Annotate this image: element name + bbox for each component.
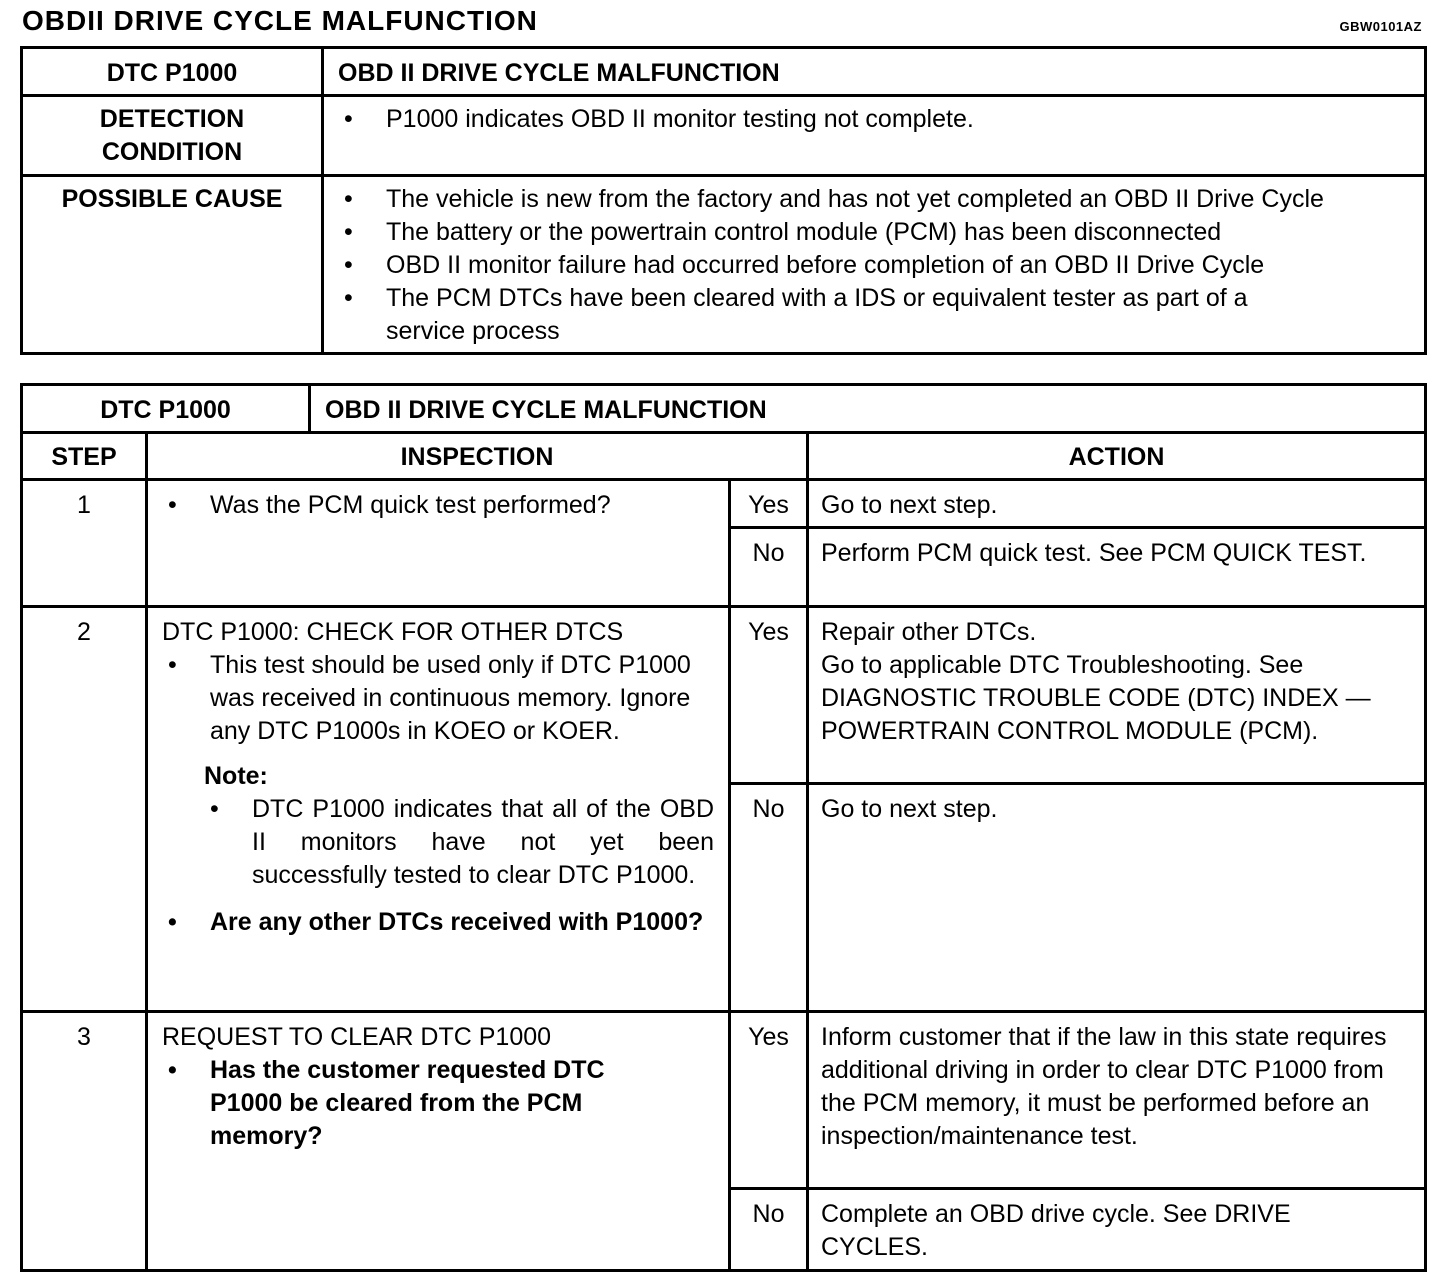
dtc-summary-table	[20, 46, 1427, 355]
detection-condition-content	[323, 96, 1426, 176]
detection-label-line-1: DETECTION	[99, 105, 245, 133]
procedure-dtc-code: DTC P1000	[22, 385, 310, 433]
step-3-heading: REQUEST TO CLEAR DTC P1000	[162, 1023, 552, 1051]
step-1-no-action: Perform PCM quick test. See PCM QUICK TEST.	[808, 528, 1426, 607]
step-3-no-action: Complete an OBD drive cycle. See DRIVE CYCLES.	[808, 1189, 1426, 1271]
page-title: OBDII DRIVE CYCLE MALFUNCTION	[22, 5, 538, 36]
step-2-yes-action-line-1: Repair other DTCs.	[821, 618, 1037, 646]
cause-item: • The vehicle is new from the factory and has not yet completed an OBD II Drive Cycle	[338, 183, 1414, 216]
column-action: ACTION	[808, 433, 1426, 480]
column-header-row	[22, 433, 1426, 480]
step-number: 1	[22, 480, 147, 607]
step-2-yes-action-line-2: Go to applicable DTC Troubleshooting. See DIAGNOSTIC TROUBLE CODE (DTC) INDEX — POWERTRAIN CONTROL MODULE (PCM).	[821, 651, 1371, 745]
cause-item: • OBD II monitor failure had occurred before completion of an OBD II Drive Cycle	[338, 249, 1414, 282]
note-list	[204, 793, 714, 892]
detection-item: • P1000 indicates OBD II monitor testing not complete.	[338, 103, 1414, 136]
step-1-inspection	[147, 480, 730, 607]
detection-list	[338, 103, 1414, 136]
step-2-question-list	[162, 906, 714, 939]
note-item: • DTC P1000 indicates that all of the OBD II monitors have not yet been successfully tested to clear DTC P1000.	[204, 793, 714, 892]
possible-cause-row	[22, 176, 1426, 354]
possible-cause-label: POSSIBLE CAUSE	[22, 176, 323, 354]
step-1-question: • Was the PCM quick test performed?	[162, 489, 718, 522]
no-label: No	[730, 784, 808, 1012]
step-2-inspection	[147, 607, 730, 1012]
detection-condition-label	[22, 96, 323, 176]
cause-item: • The PCM DTCs have been cleared with a IDS or equivalent tester as part of a service process	[338, 282, 1414, 348]
summary-dtc-code: DTC P1000	[22, 48, 323, 96]
step-2-yes-action	[808, 607, 1426, 784]
step-2-item: • This test should be used only if DTC P1000 was received in continuous memory. Ignore any DTC P1000s in KOEO or KOER.	[162, 649, 714, 748]
step-2-note	[162, 760, 714, 892]
column-inspection: INSPECTION	[147, 433, 808, 480]
no-label: No	[730, 528, 808, 607]
step-2-list	[162, 649, 714, 748]
procedure-dtc-name: OBD II DRIVE CYCLE MALFUNCTION	[310, 385, 1426, 433]
step-3-question: • Has the customer requested DTC P1000 be cleared from the PCM memory?	[162, 1054, 668, 1153]
procedure-header-row	[22, 385, 1426, 433]
yes-label: Yes	[730, 607, 808, 784]
step-number: 2	[22, 607, 147, 1012]
step-2-yes-row	[22, 607, 1426, 784]
step-3-inspection	[147, 1012, 730, 1271]
column-step: STEP	[22, 433, 147, 480]
summary-header-row	[22, 48, 1426, 96]
step-1-yes-row	[22, 480, 1426, 528]
note-title: Note:	[204, 762, 268, 790]
step-1-yes-action: Go to next step.	[808, 480, 1426, 528]
step-2-heading: DTC P1000: CHECK FOR OTHER DTCS	[162, 618, 624, 646]
step-2-no-action: Go to next step.	[808, 784, 1426, 1012]
dtc-procedure-table	[20, 383, 1427, 1272]
detection-condition-row	[22, 96, 1426, 176]
yes-label: Yes	[730, 1012, 808, 1189]
step-number: 3	[22, 1012, 147, 1271]
step-3-list	[162, 1054, 668, 1153]
summary-dtc-name: OBD II DRIVE CYCLE MALFUNCTION	[323, 48, 1426, 96]
step-3-yes-action: Inform customer that if the law in this state requires additional driving in order to clear DTC P1000 from the PCM memory, it must be performed before an inspection/maintenance test.	[808, 1012, 1426, 1189]
no-label: No	[730, 1189, 808, 1271]
figure-id: GBW0101AZ	[1339, 19, 1422, 34]
yes-label: Yes	[730, 480, 808, 528]
possible-cause-content	[323, 176, 1426, 354]
cause-list	[338, 183, 1414, 348]
step-1-list	[162, 489, 718, 522]
cause-item: • The battery or the powertrain control module (PCM) has been disconnected	[338, 216, 1414, 249]
detection-label-line-2: CONDITION	[101, 138, 243, 166]
step-3-yes-row	[22, 1012, 1426, 1189]
step-2-question: • Are any other DTCs received with P1000?	[162, 906, 714, 939]
